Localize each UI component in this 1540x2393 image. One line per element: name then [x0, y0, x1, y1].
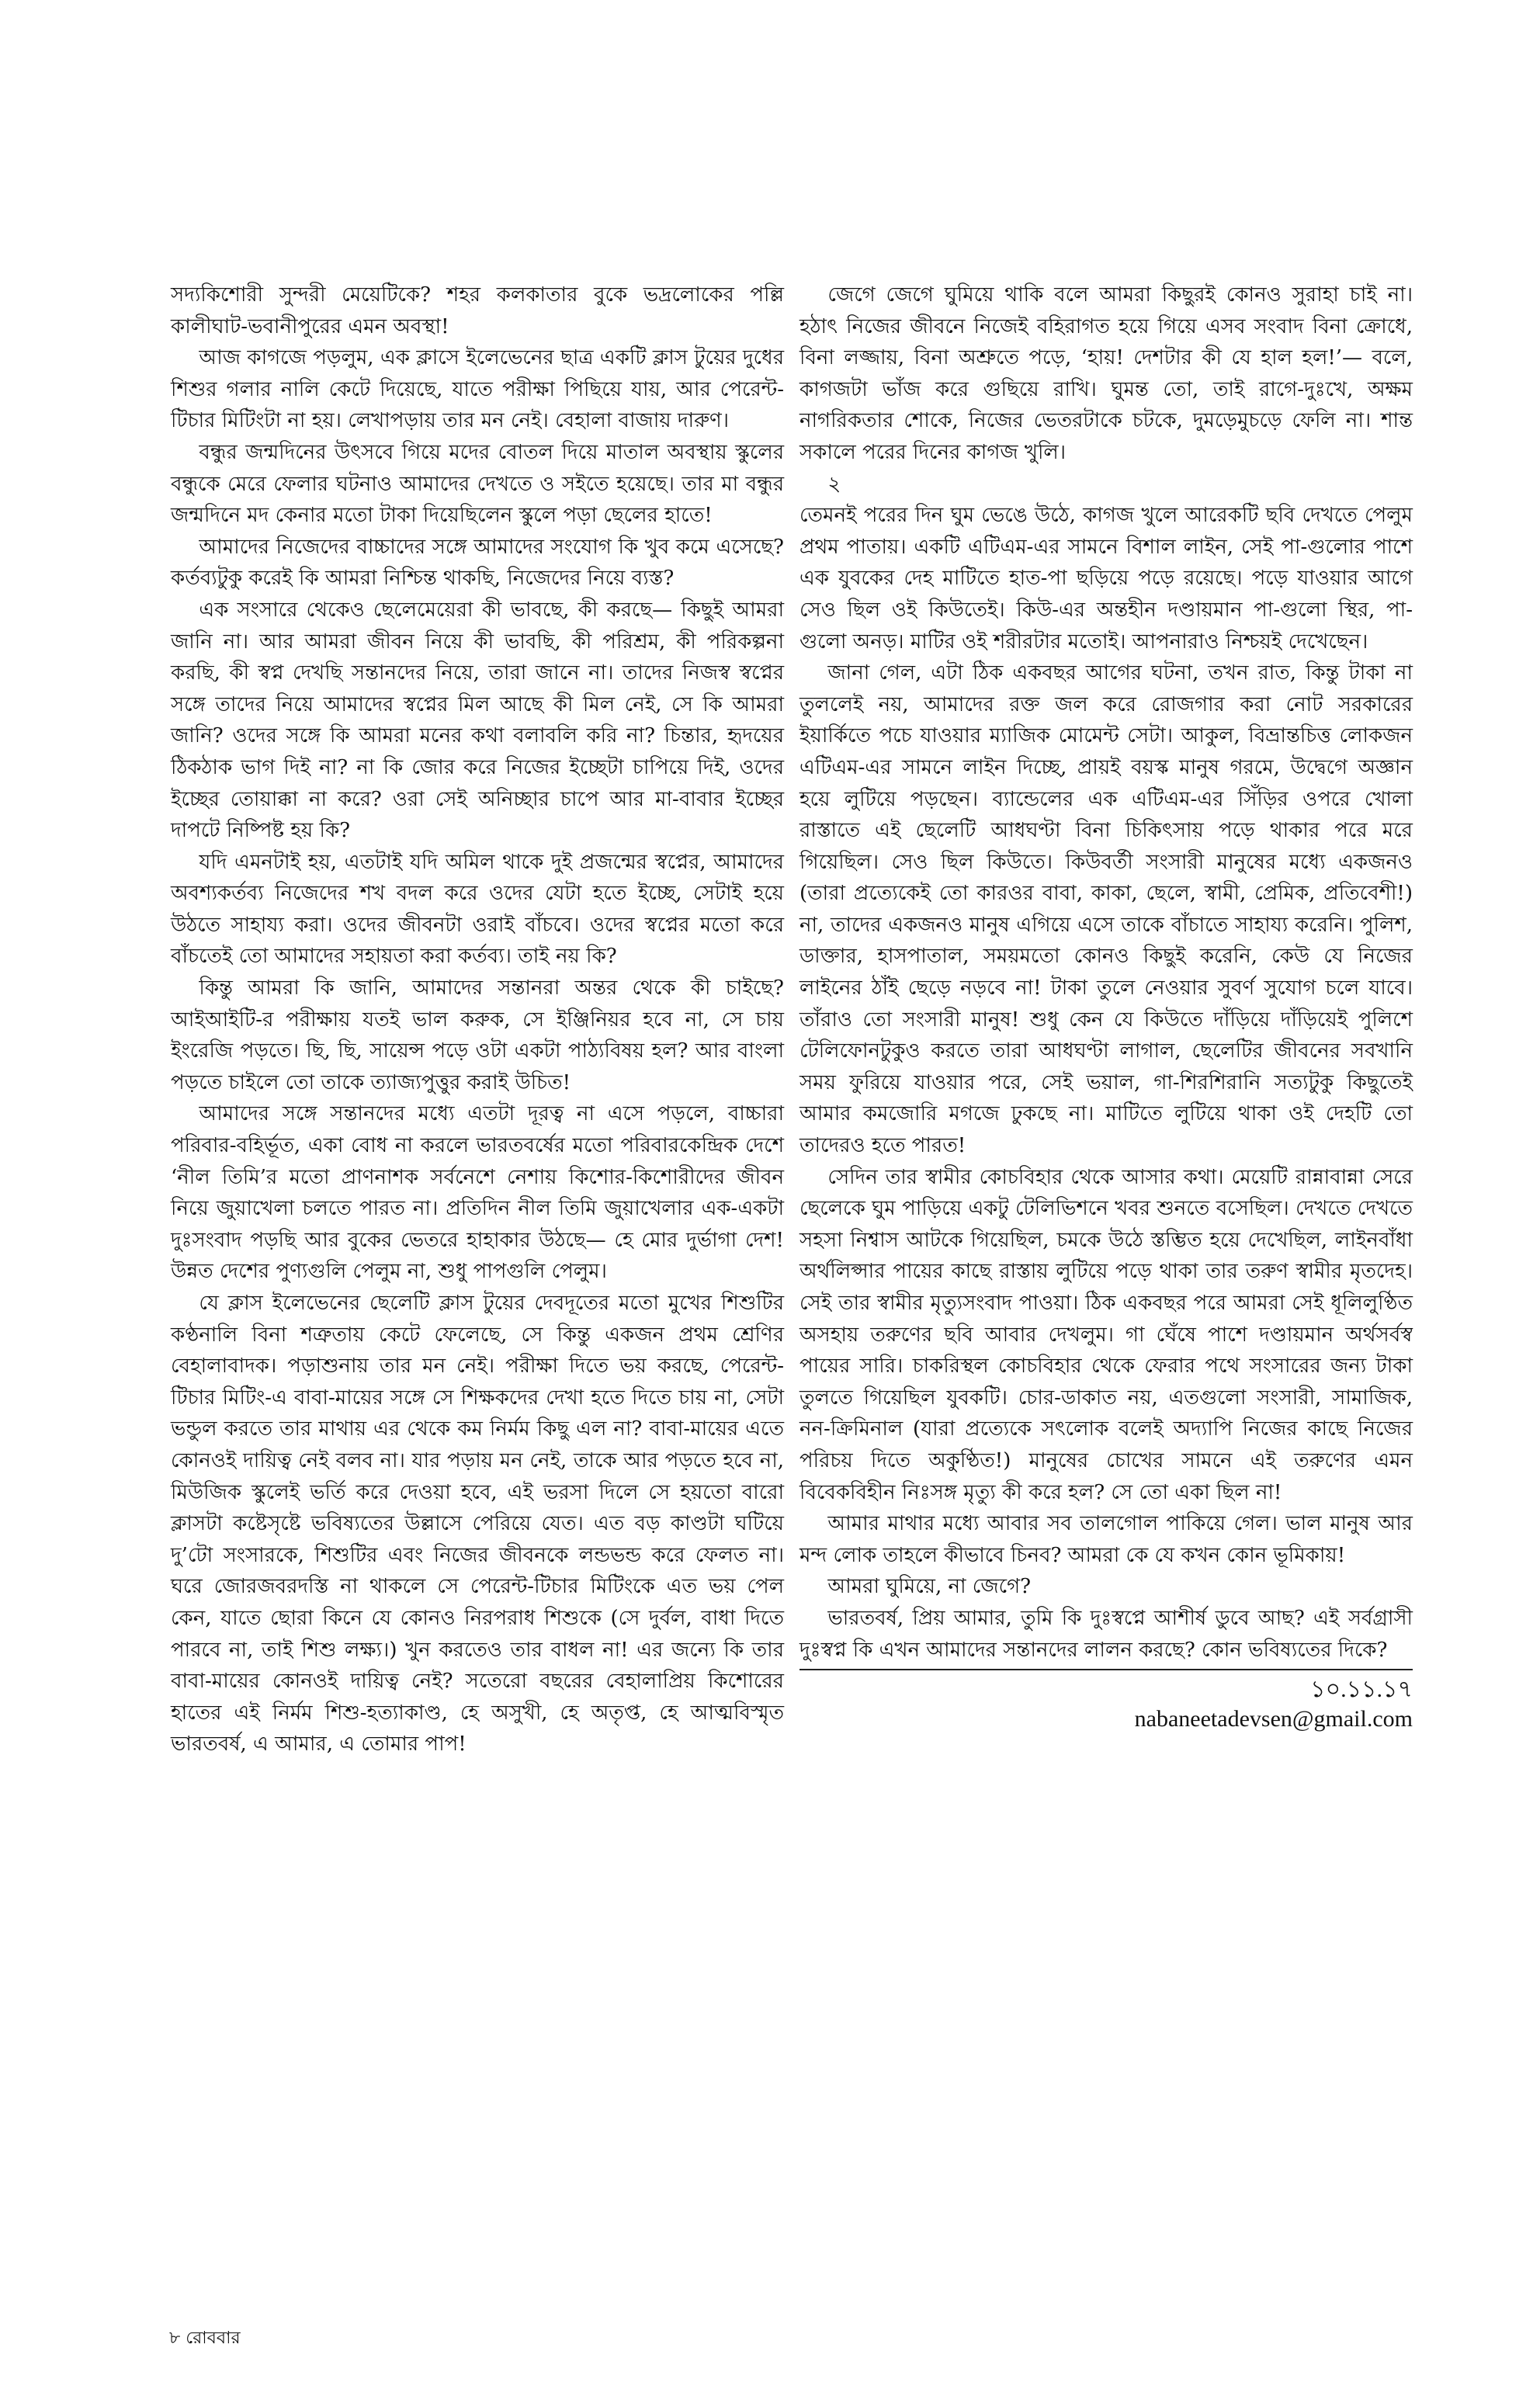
paragraph: আমাদের সঙ্গে সন্তানদের মধ্যে এতটা দূরত্ব না এসে পড়লে, বাচ্চারা পরিবার-বহির্ভূত, একা বোধ না করলে ভারতবর্ষের মতো পরিবারকেন্দ্রিক দেশে ‘নীল তিমি’র মতো প্রাণনাশক সর্বনেশে নেশায় কিশোর-কিশোরীদের জীবন নিয়ে জুয়াখেলা চলতে পারত না। প্রতিদিন নীল তিমি জুয়াখেলার এক-একটা দুঃসংবাদ পড়ছি আর বুকের ভেতরে হাহাকার উঠছে— হে মোর দুর্ভাগা দেশ! উন্নত দেশের পুণ্যগুলি পেলুম না, শুধু পাপগুলি পেলুম। [171, 1102, 784, 1284]
paragraph: কিন্তু আমরা কি জানি, আমাদের সন্তানরা অন্তর থেকে কী চাইছে? আইআইটি-র পরীক্ষায় যতই ভাল করুক, সে ইঞ্জিনিয়র হবে না, সে চায় ইংরেজি পড়তে। ছি, ছি, সায়েন্স পড়ে ওটা একটা পাঠ্যবিষয় হল? আর বাংলা পড়তে চাইলে তো তাকে ত্যাজ্যপুত্তুর করাই উচিত! [171, 976, 784, 1094]
page-footer: ৮ রোববার [169, 2329, 241, 2348]
paragraph: বন্ধুর জন্মদিনের উৎসবে গিয়ে মদের বোতল দিয়ে মাতাল অবস্থায় স্কুলের বন্ধুকে মেরে ফেলার ঘটনাও আমাদের দেখতে ও সইতে হয়েছে। তার মা বন্ধুর জন্মদিনে মদ কেনার মতো টাকা দিয়েছিলেন স্কুলে পড়া ছেলের হাতে! [171, 440, 784, 528]
author-email: nabaneetadevsen@gmail.com [1134, 1706, 1413, 1732]
paragraph: আজ কাগজে পড়লুম, এক ক্লাসে ইলেভেনের ছাত্র একটি ক্লাস টুয়ের দুধের শিশুর গলার নালি কেটে দিয়েছে, যাতে পরীক্ষা পিছিয়ে যায়, আর পেরেন্ট-টিচার মিটিংটা না হয়। লেখাপড়ায় তার মন নেই। বেহালা বাজায় দারুণ। [171, 346, 784, 433]
paragraph: আমাদের নিজেদের বাচ্চাদের সঙ্গে আমাদের সংযোগ কি খুব কমে এসেছে? কর্তব্যটুকু করেই কি আমরা নিশ্চিন্ত থাকছি, নিজেদের নিয়ে ব্যস্ত? [171, 535, 784, 591]
paragraph: ভারতবর্ষ, প্রিয় আমার, তুমি কি দুঃস্বপ্নে আশীর্ষ ডুবে আছ? এই সর্বগ্রাসী দুঃস্বপ্ন কি এখন আমাদের সন্তানদের লালন করছে? কোন ভবিষ্যতের দিকে? [799, 1606, 1413, 1662]
paragraph: তেমনই পরের দিন ঘুম ভেঙে উঠে, কাগজ খুলে আরেকটি ছবি দেখতে পেলুম প্রথম পাতায়। একটি এটিএম-এর সামনে বিশাল লাইন, সেই পা-গুলোর পাশে এক যুবকের দেহ মাটিতে হাত-পা ছড়িয়ে পড়ে রয়েছে। পড়ে যাওয়ার আগে সেও ছিল ওই কিউতেই। কিউ-এর অন্তহীন দণ্ডায়মান পা-গুলো স্থির, পা-গুলো অনড়। মাটির ওই শরীরটার মতোই। আপনারাও নিশ্চয়ই দেখেছেন। [799, 504, 1413, 654]
paragraph: সদ্যকিশোরী সুন্দরী মেয়েটিকে? শহর কলকাতার বুকে ভদ্রলোকের পল্লি কালীঘাট-ভবানীপুরের এমন অবস্থা! [171, 283, 784, 338]
left-column [171, 279, 784, 1760]
paragraph: জেগে জেগে ঘুমিয়ে থাকি বলে আমরা কিছুরই কোনও সুরাহা চাই না। হঠাৎ নিজের জীবনে নিজেই বহিরাগত হয়ে গিয়ে এসব সংবাদ বিনা ক্রোধে, বিনা লজ্জায়, বিনা অশ্রুতে পড়ে, ‘হায়! দেশটার কী যে হাল হল!’— বলে, কাগজটা ভাঁজ করে গুছিয়ে রাখি। ঘুমন্ত তো, তাই রাগে-দুঃখে, অক্ষম নাগরিকতার শোকে, নিজের ভেতরটাকে চটকে, দুমড়েমুচড়ে ফেলি না। শান্ত সকালে পরের দিনের কাগজ খুলি। [799, 283, 1413, 464]
paragraph: সেদিন তার স্বামীর কোচবিহার থেকে আসার কথা। মেয়েটি রান্নাবান্না সেরে ছেলেকে ঘুম পাড়িয়ে একটু টেলিভিশনে খবর শুনতে বসেছিল। দেখতে দেখতে সহসা নিশ্বাস আটকে গিয়েছিল, চমকে উঠে স্তম্ভিত হয়ে দেখেছিল, লাইনবাঁধা অর্থলিপ্সার পায়ের কাছে রাস্তায় লুটিয়ে পড়ে থাকা তার তরুণ স্বামীর মৃতদেহ। সেই তার স্বামীর মৃত্যুসংবাদ পাওয়া। ঠিক একবছর পরে আমরা সেই ধূলিলুণ্ঠিত অসহায় তরুণের ছবি আবার দেখলুম। গা ঘেঁষে পাশে দণ্ডায়মান অর্থসর্বস্ব পায়ের সারি। চাকরিস্থল কোচবিহার থেকে ফেরার পথে সংসারের জন্য টাকা তুলতে গিয়েছিল যুবকটি। চোর-ডাকাত নয়, এতগুলো সংসারী, সামাজিক, নন-ক্রিমিনাল (যারা প্রত্যেকে সৎলোক বলেই অদ্যাপি নিজের কাছে নিজের পরিচয় দিতে অকুণ্ঠিত!) মানুষের চোখের সামনে এই তরুণের এমন বিবেকবিহীন নিঃসঙ্গ মৃত্যু কী করে হল? সে তো একা ছিল না! [799, 1165, 1413, 1504]
paragraph: যে ক্লাস ইলেভেনের ছেলেটি ক্লাস টুয়ের দেবদূতের মতো মুখের শিশুটির কণ্ঠনালি বিনা শত্রুতায় কেটে ফেলেছে, সে কিন্তু একজন প্রথম শ্রেণির বেহালাবাদক। পড়াশুনায় তার মন নেই। পরীক্ষা দিতে ভয় করছে, পেরেন্ট-টিচার মিটিং-এ বাবা-মায়ের সঙ্গে সে শিক্ষকদের দেখা হতে দিতে চায় না, সেটা ভন্ডুল করতে তার মাথায় এর থেকে কম নির্মম কিছু এল না? বাবা-মায়ের এতে কোনওই দায়িত্ব নেই বলব না। যার পড়ায় মন নেই, তাকে আর পড়তে হবে না, মিউজিক স্কুলেই ভর্তি করে দেওয়া হবে, এই ভরসা দিলে সে হয়তো বারো ক্লাসটা কষ্টেসৃষ্টে ভবিষ্যতের উল্লাসে পেরিয়ে যেত। এত বড় কাণ্ডটা ঘটিয়ে দু’টো সংসারকে, শিশুটির এবং নিজের জীবনকে লন্ডভন্ড করে ফেলত না। ঘরে জোরজবরদস্তি না থাকলে সে পেরেন্ট-টিচার মিটিংকে এত ভয় পেল কেন, যাতে ছোরা কিনে যে কোনও নিরপরাধ শিশুকে (সে দুর্বল, বাধা দিতে পারবে না, তাই শিশু লক্ষ্য।) খুন করতেও তার বাধল না! এর জন্যে কি তার বাবা-মায়ের কোনওই দায়িত্ব নেই? সতেরো বছরের বেহালাপ্রিয় কিশোরের হাতের এই নির্মম শিশু-হত্যাকাণ্ড, হে অসুখী, হে অতৃপ্ত, হে আত্মবিস্মৃত ভারতবর্ষ, এ আমার, এ তোমার পাপ! [171, 1292, 784, 1757]
date: ১০.১১.১৭ [1310, 1677, 1413, 1703]
paragraph: এক সংসারে থেকেও ছেলেমেয়েরা কী ভাবছে, কী করছে— কিছুই আমরা জানি না। আর আমরা জীবন নিয়ে কী ভাবছি, কী পরিশ্রম, কী পরিকল্পনা করছি, কী স্বপ্ন দেখছি সন্তানদের নিয়ে, তারা জানে না। তাদের নিজস্ব স্বপ্নের সঙ্গে তাদের নিয়ে আমাদের স্বপ্নের মিল আছে কী মিল নেই, সে কি আমরা জানি? ওদের সঙ্গে কি আমরা মনের কথা বলাবলি করি না? চিন্তার, হৃদয়ের ঠিকঠাক ভাগ দিই না? না কি জোর করে নিজের ইচ্ছেটা চাপিয়ে দিই, ওদের ইচ্ছের তোয়াক্কা না করে? ওরা সেই অনিচ্ছার চাপে আর মা-বাবার ইচ্ছের দাপটে নিষ্পিষ্ট হয় কি? [171, 598, 784, 843]
paragraph: আমরা ঘুমিয়ে, না জেগে? [827, 1575, 1032, 1599]
paragraph: যদি এমনটাই হয়, এতটাই যদি অমিল থাকে দুই প্রজন্মের স্বপ্নের, আমাদের অবশ্যকর্তব্য নিজেদের শখ বদল করে ওদের যেটা হতে ইচ্ছে, সেটাই হয়ে উঠতে সাহায্য করা। ওদের জীবনটা ওরাই বাঁচবে। ওদের স্বপ্নের মতো করে বাঁচতেই তো আমাদের সহায়তা করা কর্তব্য। তাই নয় কি? [171, 850, 784, 969]
paragraph: জানা গেল, এটা ঠিক একবছর আগের ঘটনা, তখন রাত, কিন্তু টাকা না তুললেই নয়, আমাদের রক্ত জল করে রোজগার করা নোট সরকারের ইয়ার্কিতে পচে যাওয়ার ম্যাজিক মোমেন্ট সেটা। আকুল, বিভ্রান্তচিত্ত লোকজন এটিএম-এর সামনে লাইন দিচ্ছে, প্রায়ই বয়স্ক মানুষ গরমে, উদ্বেগে অজ্ঞান হয়ে লুটিয়ে পড়ছেন। ব্যান্ডেলের এক এটিএম-এর সিঁড়ির ওপরে খোলা রাস্তাতে এই ছেলেটি আধঘণ্টা বিনা চিকিৎসায় পড়ে থাকার পরে মরে গিয়েছিল। সেও ছিল কিউতে। কিউবর্তী সংসারী মানুষের মধ্যে একজনও (তারা প্রত্যেকেই তো কারওর বাবা, কাকা, ছেলে, স্বামী, প্রেমিক, প্রতিবেশী!) না, তাদের একজনও মানুষ এগিয়ে এসে তাকে বাঁচাতে সাহায্য করেনি। পুলিশ, ডাক্তার, হাসপাতাল, সময়মতো কোনও কিছুই করেনি, কেউ যে নিজের লাইনের ঠাঁই ছেড়ে নড়বে না! টাকা তুলে নেওয়ার সুবর্ণ সুযোগ চলে যাবে। তাঁরাও তো সংসারী মানুষ! শুধু কেন যে কিউতে দাঁড়িয়ে দাঁড়িয়েই পুলিশে টেলিফোনটুকুও করতে তারা আধঘণ্টা লাগাল, ছেলেটির জীবনের সবখানি সময় ফুরিয়ে যাওয়ার পরে, সেই ভয়াল, গা-শিরশিরানি সত্যটুকু কিছুতেই আমার কমজোরি মগজে ঢুকছে না। মাটিতে লুটিয়ে থাকা ওই দেহটি তো তাদেরও হতে পারত! [799, 661, 1413, 1158]
right-column [799, 279, 1413, 1734]
section-number: ২ [827, 472, 841, 496]
divider [799, 1669, 1413, 1670]
paragraph: আমার মাথার মধ্যে আবার সব তালগোল পাকিয়ে গেল। ভাল মানুষ আর মন্দ লোক তাহলে কীভাবে চিনব? আমরা কে যে কখন কোন ভূমিকায়! [799, 1512, 1413, 1567]
